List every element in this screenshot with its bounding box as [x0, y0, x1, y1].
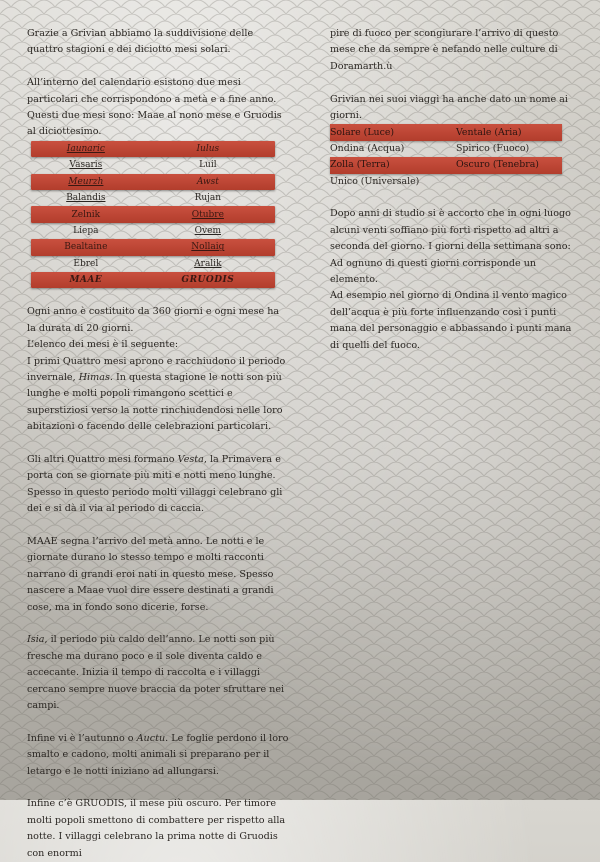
- months-row: [31, 272, 275, 288]
- days-row: [330, 157, 562, 173]
- days-row: [330, 124, 562, 140]
- day-cell: Oscuro (Tenebra): [456, 157, 562, 173]
- days-row: [330, 174, 562, 190]
- day-cell: Unico (Universale): [330, 175, 420, 187]
- month-cell: Liepa: [73, 225, 99, 236]
- month-cell: Iaunaric: [31, 141, 141, 157]
- intro-paragraph: Grazie a Grivian abbiamo la suddivisione delle quattro stagioni e dei diciotto mesi solari.: [27, 28, 254, 56]
- day-cell: Spirico (Fuoco): [456, 143, 530, 154]
- months-row: [31, 190, 275, 206]
- autumn-paragraph: Infine vi è l’autunno o Auctu. Le foglie perdono il loro smalto e cadono, molti animali si preparano per il letargo e le notti iniziano ad allungarsi.: [27, 732, 289, 777]
- month-cell: Zelnik: [31, 206, 141, 222]
- left-column: [27, 26, 289, 862]
- months-row: [31, 157, 275, 173]
- month-cell: Aralik: [194, 258, 222, 269]
- day-names-intro: Grivian nei suoi viaggi ha anche dato un nome ai giorni.: [330, 93, 568, 122]
- month-cell: Iulus: [141, 141, 275, 157]
- winds-paragraph: Dopo anni di studio si è accorto che in ogni luogo alcuni venti soffiano più forti rispetto ad altri a seconda del giorno. I giorni della settimana sono:: [330, 208, 571, 253]
- day-cell: Ventale (Aria): [456, 124, 562, 140]
- year-days-paragraph: Ogni anno è costituito da 360 giorni e ogni mese ha la durata di 20 giorni.: [27, 306, 280, 334]
- season-name: Auctu: [136, 732, 166, 744]
- day-cell: [456, 174, 562, 190]
- months-row: [31, 223, 275, 239]
- days-row: [330, 141, 562, 157]
- season-name: Isia: [27, 634, 45, 646]
- months-table: [31, 141, 275, 289]
- month-list-intro: L’elenco dei mesi è il seguente:: [27, 339, 179, 351]
- month-cell: MAAE: [31, 272, 141, 288]
- month-cell: Awst: [141, 174, 275, 190]
- element-line: Ad ognuno di questi giorni corrisponde un elemento.: [330, 257, 537, 285]
- month-cell: Rujan: [194, 193, 222, 204]
- months-row: [31, 174, 275, 190]
- month-cell: Otubre: [141, 206, 275, 222]
- day-cell: Ondina (Acqua): [330, 143, 405, 154]
- winter-paragraph: I primi Quattro mesi aprono e racchiudono il periodo invernale, Himas. In questa stagione le notti son più lunghe e molti popoli rimangono scettici e superstiziosi verso la notte rinchiudendosi nelle loro abitazioni o facendo delle celebrazioni particolari.: [27, 355, 286, 433]
- day-cell: Zolla (Terra): [330, 157, 456, 173]
- months-row: [31, 239, 275, 255]
- days-table: [330, 124, 562, 190]
- maae-paragraph: MAAE segna l’arrivo del metà anno. Le notti e le giornate durano lo stesso tempo e molti racconti narrano di grandi eroi nati in questo mese. Spesso nascere a Maae vuol dire essere destinati a grandi cose, ma in fondo sono dicerie, forse.: [27, 536, 274, 613]
- continuation-paragraph: pire di fuoco per scongiurare l’arrivo di questo mese che da sempre è nefando nelle culture di Doramarth.ù: [330, 28, 559, 72]
- months-row: [31, 206, 275, 222]
- right-column: [330, 26, 575, 354]
- season-name: Vesta: [177, 453, 204, 465]
- day-cell: Solare (Luce): [330, 124, 456, 140]
- month-cell: Nollaig: [141, 239, 275, 255]
- special-months-paragraph: All’interno del calendario esistono due mesi particolari che corrispondono a metà e a fine anno. Questi due mesi sono: Maae al nono mese e Gruodis al diciottesimo.: [27, 77, 282, 138]
- summer-paragraph: Isia, il periodo più caldo dell’anno. Le notti son più fresche ma durano poco e il sole diventa caldo e accecante. Inizia il tempo di raccolta e i villaggi cercano sempre nuove braccia da poter sfruttare nei campi.: [27, 634, 285, 712]
- season-name: Himas: [78, 371, 110, 383]
- month-cell: GRUODIS: [141, 272, 275, 288]
- month-cell: Meurzh: [31, 174, 141, 190]
- month-cell: Luil: [199, 160, 217, 171]
- month-cell: Ebrel: [73, 258, 99, 269]
- month-cell: Vasaris: [69, 160, 103, 171]
- spring-paragraph: Gli altri Quattro mesi formano Vesta, la Primavera e porta con se giornate più miti e notti meno lunghe. Spesso in questo periodo molti villaggi celebrano gli dei e si dà il via al periodo di caccia.: [27, 453, 283, 515]
- month-cell: Bealtaine: [31, 239, 141, 255]
- example-paragraph: Ad esempio nel giorno di Ondina il vento magico dell’acqua è più forte influenzando così i punti mana del personaggio e abbassando i punti mana di quelli del fuoco.: [330, 290, 572, 351]
- months-row: [31, 141, 275, 157]
- month-cell: Balandis: [66, 193, 106, 204]
- gruodis-paragraph: Infine c’è GRUODIS, il mese più oscuro. Per timore molti popoli smettono di combattere per rispetto alla notte. I villaggi celebrano la prima notte di Gruodis con enormi: [27, 798, 286, 859]
- months-row: [31, 256, 275, 272]
- month-cell: Ovem: [194, 225, 221, 236]
